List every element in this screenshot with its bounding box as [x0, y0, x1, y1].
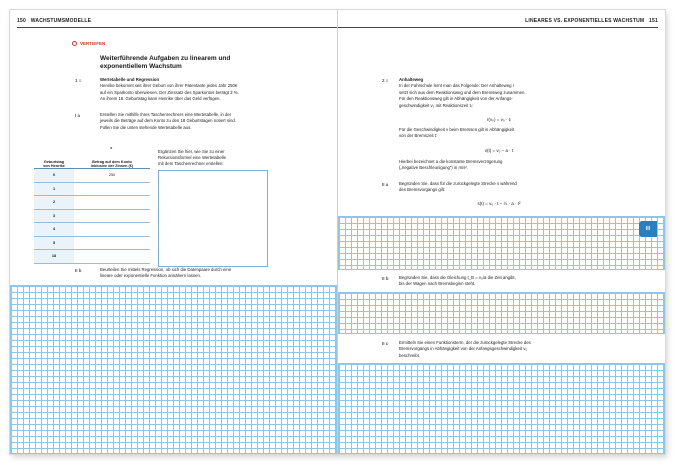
table-row: [34, 250, 150, 264]
task-2b-line-1: Begründen Sie, dass die Gleichung t_B = v₀/a die Zeit angibt,: [399, 275, 516, 280]
row-amount-input[interactable]: [74, 196, 150, 210]
task-2a-line-1: Begründen Sie, dass für die zurückgelegte Strecke s während: [399, 181, 517, 186]
task-2-line-1: In der Fahrschule lernt man das Folgende: Der Anhalteweg r: [399, 83, 515, 89]
row-amount-input[interactable]: [74, 250, 150, 264]
section-tag: [72, 41, 105, 46]
task-2b: [399, 275, 649, 288]
left-header-rule: [17, 27, 337, 28]
table-row: [34, 236, 150, 250]
task-1-line-1: Henrike bekommt seit ihrer Geburt von ihrer Patentante jedes Jahr 250€: [100, 83, 238, 89]
task-2-line-5: Für die Geschwindigkeit v beim Bremsen gilt in Abhängigkeit: [399, 127, 515, 132]
left-page-header: [17, 18, 91, 24]
table-row: [34, 196, 150, 210]
task-2-heading: Anhalteweg: [399, 77, 424, 82]
header-amount-line-1: Betrag auf dem Konto: [92, 160, 132, 164]
table-row: [34, 223, 150, 237]
task-2c-line-2: Bremsvorgangs in Abhängigkeit von der Anfangsgeschwindigkeit v₀: [399, 346, 528, 352]
row-birthday: 4: [34, 223, 74, 237]
task-2a-answer-grid[interactable]: [338, 216, 665, 270]
formula-braking-distance: s(t) = v₀ · t – ½ · a · t²: [477, 201, 521, 206]
right-page: [338, 10, 665, 454]
row-birthday: 2: [34, 196, 74, 210]
task-1a-line-3: Füllen Sie die unten stehende Wertetabelle aus.: [100, 124, 192, 130]
task-2-line-2: setzt sich aus dem Reaktionsweg und dem Bremsweg zusammen.: [399, 89, 526, 95]
task-1b-number: II b: [75, 268, 82, 273]
task-1b-line-2: lineare oder exponentielle Funktion annähern lassen.: [100, 273, 202, 279]
task-2c-answer-grid[interactable]: [338, 363, 665, 454]
left-page: [10, 10, 337, 454]
task-1a: [100, 112, 315, 131]
table-header-amount: [74, 150, 150, 169]
task-2a: [399, 181, 639, 194]
task-1a-line-1: Erstellen Sie mithilfe Ihres Taschenrechners eine Wertetabelle, in der: [100, 112, 232, 117]
task-2-number: 2 ≡: [382, 78, 389, 83]
header-birthday-line-2: von Henrike: [43, 164, 65, 168]
task-2-continued: [399, 127, 639, 140]
task-2-line-8: („negative Beschleunigung“) in m/s².: [399, 165, 469, 171]
task-1: [100, 77, 315, 103]
task-2c-line-3: beschreibt.: [399, 352, 421, 358]
task-1b-answer-grid[interactable]: [10, 285, 337, 454]
table-row: [34, 169, 150, 183]
side-note-line-1: Ergänzen Sie hier, wie Sie zu einer: [158, 149, 225, 154]
level-side-tab[interactable]: III: [639, 221, 657, 237]
task-1-line-3: An ihrem 18. Geburtstag kann Henrike über das Geld verfügen.: [100, 96, 221, 102]
table-top-label: a: [110, 145, 113, 150]
side-note: [158, 149, 278, 167]
right-running-head: LINEARES VS. EXPONENTIELLES WACHSTUM: [525, 18, 645, 24]
row-birthday: 0: [34, 169, 74, 183]
task-2-line-4: geschwindigkeit v₀ mit Reaktionszeit tᵣ:: [399, 102, 473, 108]
header-amount-line-2: inklusive der Zinsen (€): [90, 164, 134, 168]
task-1a-line-2: jeweils die Beträge auf dem Konto zu den 18 Geburtstagen notiert sind.: [100, 118, 236, 124]
task-2: [399, 77, 639, 109]
table-row: [34, 182, 150, 196]
task-2b-answer-grid[interactable]: [338, 292, 665, 334]
row-amount-input[interactable]: 250: [74, 169, 150, 183]
task-1-line-2: auf ein Sparkonto überwiesen. Der Zinssatz des Sparkontos beträgt 3 %.: [100, 89, 239, 95]
task-2c-line-1: Ermitteln Sie einen Funktionsterm, der die zurückgelegte Strecke des: [399, 340, 531, 345]
left-running-head: WACHSTUMSMODELLE: [30, 18, 92, 24]
formula-velocity: v(t) = v₀ – a · t: [484, 148, 514, 153]
row-birthday: 18: [34, 250, 74, 264]
right-page-header: [525, 18, 658, 24]
task-2b-number: II b: [382, 276, 389, 281]
task-2-line-6: von der Bremszeit t:: [399, 133, 438, 139]
task-1-heading: Wertetabelle und Regression: [100, 77, 160, 82]
task-2-line-7: Hierbei bezeichnet a die konstante Bremsverzögerung: [399, 159, 503, 164]
left-page-number: 150: [17, 18, 26, 24]
title-line-2: exponentiellem Wachstum: [100, 63, 182, 70]
task-1b-line-1: Beurteilen Sie mittels Regression, ob sich die Datenpaare durch eine: [100, 267, 232, 272]
task-2c-number: II c: [382, 341, 389, 346]
row-amount-input[interactable]: [74, 182, 150, 196]
row-amount-input[interactable]: [74, 236, 150, 250]
row-amount-input[interactable]: [74, 209, 150, 223]
table-header-birthday: [34, 150, 74, 169]
textbook-spread: [10, 10, 665, 454]
title-line-1: Weiterführende Aufgaben zu linearem und: [100, 55, 231, 62]
formula-reaction-distance: r(v₀) = v₀ · tᵣ: [486, 117, 512, 122]
task-2-explanation: [399, 159, 639, 172]
row-amount-input[interactable]: [74, 223, 150, 237]
tag-label: VERTIEFEN: [80, 41, 106, 46]
side-note-answer-box[interactable]: [158, 170, 268, 267]
task-2c: [399, 340, 649, 359]
task-1b: [100, 267, 325, 280]
side-note-line-2: Rekursionsformel eine Wertetabelle: [158, 155, 226, 160]
row-birthday: 5: [34, 236, 74, 250]
side-note-line-3: mit dem Taschenrechner erstellen:: [158, 161, 224, 166]
header-birthday-line-1: Geburtstag: [43, 160, 65, 164]
task-1-number: 1 ≡: [75, 78, 82, 83]
section-title: [100, 55, 230, 71]
row-birthday: 3: [34, 209, 74, 223]
task-2a-line-2: des Bremsvorgangs gilt:: [399, 187, 446, 193]
right-header-rule: [338, 27, 658, 28]
task-1a-number: I a: [75, 113, 81, 118]
right-page-number: 151: [649, 18, 658, 24]
value-table: [34, 150, 150, 264]
row-birthday: 1: [34, 182, 74, 196]
tag-circle-icon: [72, 41, 77, 46]
table-row: [34, 209, 150, 223]
table-header-row: [34, 150, 150, 169]
task-2b-line-2: bis der Wagen nach Bremsbeginn steht.: [399, 281, 476, 287]
task-2-line-3: Für den Reaktionsweg gilt in Abhängigkeit von der Anfangs-: [399, 96, 513, 102]
task-2a-number: II a: [382, 182, 389, 187]
